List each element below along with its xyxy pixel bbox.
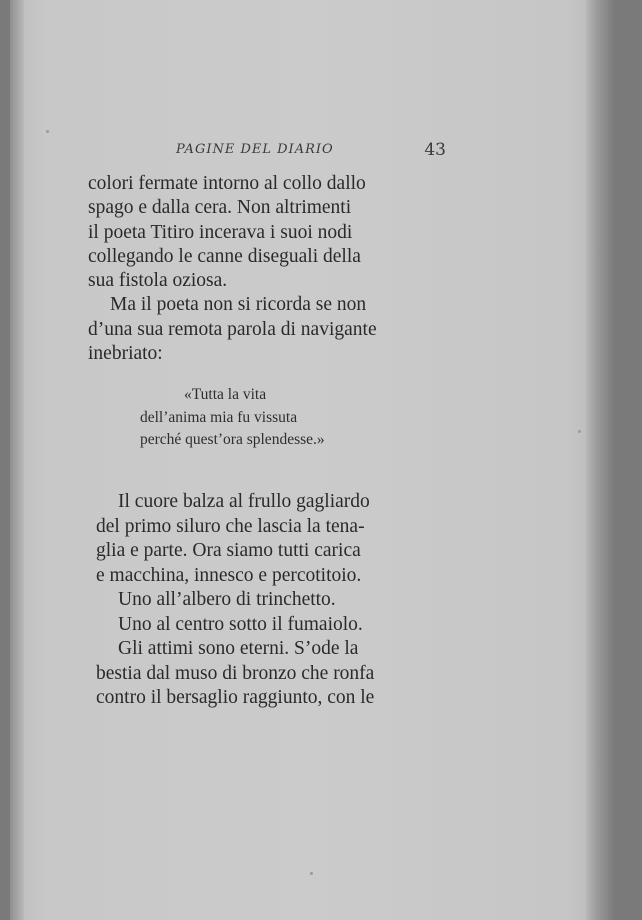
text-line: d’una sua remota parola di navigante (88, 318, 377, 340)
book-page (10, 0, 614, 920)
text-line: inebriato: (88, 343, 163, 365)
text-line: colori fermate intorno al collo dallo (88, 173, 366, 194)
verse-line: dell’anima mia fu vissuta (140, 408, 298, 426)
text-line: spago e dalla cera. Non altrimenti (88, 197, 352, 219)
text-line: collegando le canne diseguali della (88, 245, 361, 267)
paper-speck (310, 872, 313, 875)
text-line: Gli attimi sono eterni. S’ode la (118, 638, 359, 659)
page-edge-shadow (586, 0, 614, 920)
page-spine-shadow (10, 0, 24, 920)
running-head: PAGINE DEL DIARIO (176, 142, 334, 157)
text-line: Il cuore balza al frullo gagliardo (118, 491, 370, 512)
paper-speck (46, 130, 49, 133)
text-line: Uno all’albero di trinchetto. (118, 589, 336, 610)
text-line: Uno al centro sotto il fumaiolo. (118, 613, 363, 635)
verse-line: perché quest’ora splendesse.» (140, 431, 325, 448)
text-line: e macchina, innesco e percotitoio. (96, 564, 362, 586)
page-header (176, 140, 446, 164)
paper-speck (578, 430, 581, 433)
text-line: bestia dal muso di bronzo che ronfa (96, 662, 375, 684)
body-text-top (88, 172, 448, 366)
text-line: contro il bersaglio raggiunto, con le (96, 687, 375, 708)
page-number: 43 (424, 140, 446, 160)
text-line: il poeta Titiro incerava i suoi nodi (88, 221, 353, 243)
verse-quote (140, 384, 420, 452)
text-line: Ma il poeta non si ricorda se non (110, 294, 367, 316)
verse-line: «Tutta la vita (184, 386, 267, 403)
text-line: glia e parte. Ora siamo tutti carica (96, 540, 361, 561)
body-text-bottom (96, 490, 452, 711)
text-line: del primo siluro che lascia la tena- (96, 515, 365, 537)
text-line: sua fistola oziosa. (88, 270, 228, 292)
